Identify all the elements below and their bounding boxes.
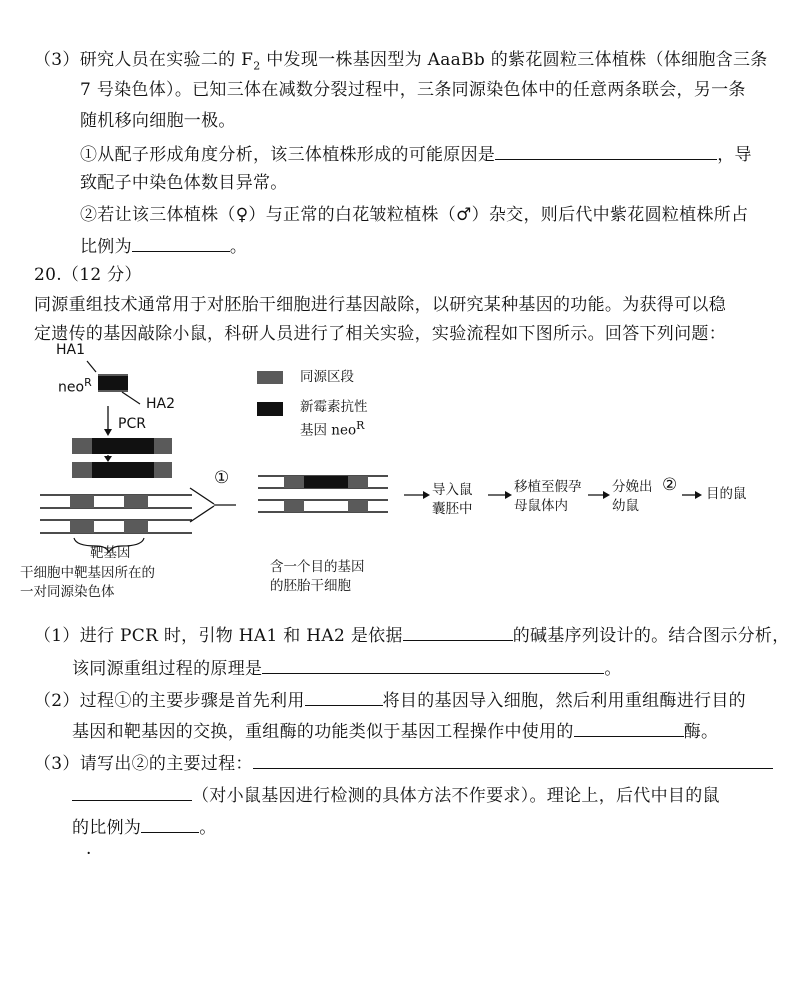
- q20-1-line2: 该同源重组过程的原理是 。: [72, 655, 622, 681]
- answer-blank[interactable]: [305, 687, 383, 706]
- label-neo: neo$^R$: [58, 376, 92, 396]
- fragment-neo-core: [98, 376, 128, 390]
- label-target-mouse: 目的鼠: [706, 486, 747, 502]
- label-ha2: HA2: [146, 396, 176, 412]
- ha2-leader-line: [122, 392, 140, 404]
- answer-blank[interactable]: [253, 750, 773, 769]
- legend-label-neo-line2: 基因 neo$^R$: [300, 419, 365, 439]
- step2-marker: ②: [662, 475, 678, 495]
- merge-arrow-lower: [190, 506, 214, 522]
- q19-3-sub2-line2: 比例为 。: [80, 233, 247, 259]
- label-result-cell-line1: 含一个目的基因: [270, 559, 365, 575]
- label-ha1: HA1: [56, 342, 86, 358]
- q19-3-sub1-line1: ①从配子形成角度分析，该三体植株形成的可能原因是 ，导: [80, 141, 752, 167]
- answer-blank[interactable]: [574, 718, 684, 737]
- flow-step-3-line2: 幼鼠: [612, 498, 639, 514]
- legend-label-homologous: 同源区段: [300, 369, 354, 385]
- legend-swatch-homologous: [257, 371, 283, 384]
- stray-mark: ·: [86, 844, 92, 864]
- flow-step-2-line1: 移植至假孕: [514, 479, 582, 495]
- amplified-fragment-1-neo: [92, 438, 154, 454]
- q20-intro-line2: 定遗传的基因敲除小鼠，科研人员进行了相关实验，实验流程如下图所示。回答下列问题：: [34, 324, 726, 344]
- q19-3-sub1-line2: 致配子中染色体数目异常。: [80, 173, 288, 193]
- answer-blank[interactable]: [262, 655, 604, 674]
- answer-blank[interactable]: [141, 814, 199, 833]
- label-pcr: PCR: [118, 416, 146, 432]
- q20-3-line2: （对小鼠基因进行检测的具体方法不作要求）。理论上，后代中目的鼠: [72, 782, 720, 808]
- pcr-arrow-head: [104, 429, 112, 436]
- chromosome-pair-right: [258, 476, 388, 512]
- legend-swatch-neo: [257, 402, 283, 416]
- q20-2-line2: 基因和靶基因的交换，重组酶的功能类似于基因工程操作中使用的 酶。: [72, 718, 718, 744]
- q19-3-intro-line2: 7 号染色体）。已知三体在减数分裂过程中，三条同源染色体中的任意两条联会，另一条: [80, 80, 746, 100]
- label-target-gene: 靶基因: [90, 545, 131, 561]
- answer-blank[interactable]: [132, 233, 230, 252]
- fragment-arrow-head: [104, 456, 112, 462]
- label-stem-cell-line2: 一对同源染色体: [20, 584, 115, 600]
- step1-marker: ①: [214, 468, 230, 488]
- q19-3-sub2-line1: ②若让该三体植株（♀）与正常的白花皱粒植株（♂）杂交，则后代中紫花圆粒植株所占: [80, 205, 749, 225]
- merge-arrow-upper: [190, 488, 214, 504]
- q20-3-line3: 的比例为 。: [72, 814, 217, 840]
- q20-heading: 20.（12 分）: [34, 265, 142, 285]
- answer-blank[interactable]: [72, 782, 192, 801]
- q19-3-intro-line1: （3）研究人员在实验二的 $F_2$ 中发现一株基因型为 AaaBb 的紫花圆粒三体植株（体细胞含三条: [34, 50, 768, 73]
- q20-intro-line1: 同源重组技术通常用于对胚胎干细胞进行基因敲除，以研究某种基因的功能。为获得可以稳: [34, 295, 726, 315]
- experiment-flow-diagram: [0, 340, 800, 620]
- answer-blank[interactable]: [403, 622, 513, 641]
- ha1-leader-line: [87, 361, 96, 372]
- q20-3-line1: （3）请写出②的主要过程：: [34, 750, 773, 776]
- q19-3-intro-line3: 随机移向细胞一极。: [80, 111, 236, 131]
- flow-step-1-line2: 囊胚中: [432, 501, 473, 517]
- label-stem-cell-line1: 干细胞中靶基因所在的: [20, 565, 155, 581]
- flow-step-2-line2: 母鼠体内: [514, 498, 568, 514]
- answer-blank[interactable]: [495, 141, 717, 160]
- flow-step-1-line1: 导入鼠: [432, 482, 473, 498]
- flow-step-3-line1: 分娩出: [612, 479, 653, 495]
- legend-label-neo-line1: 新霉素抗性: [300, 399, 368, 415]
- q20-1-line1: （1）进行 PCR 时，引物 HA1 和 HA2 是依据 的碱基序列设计的。结合图示分析，: [34, 622, 790, 648]
- label-result-cell-line2: 的胚胎干细胞: [270, 578, 351, 594]
- amplified-fragment-2-neo: [92, 462, 154, 478]
- chromosome-pair-left: [40, 495, 192, 533]
- q20-2-line1: （2）过程①的主要步骤是首先利用 将目的基因导入细胞，然后利用重组酶进行目的: [34, 687, 746, 713]
